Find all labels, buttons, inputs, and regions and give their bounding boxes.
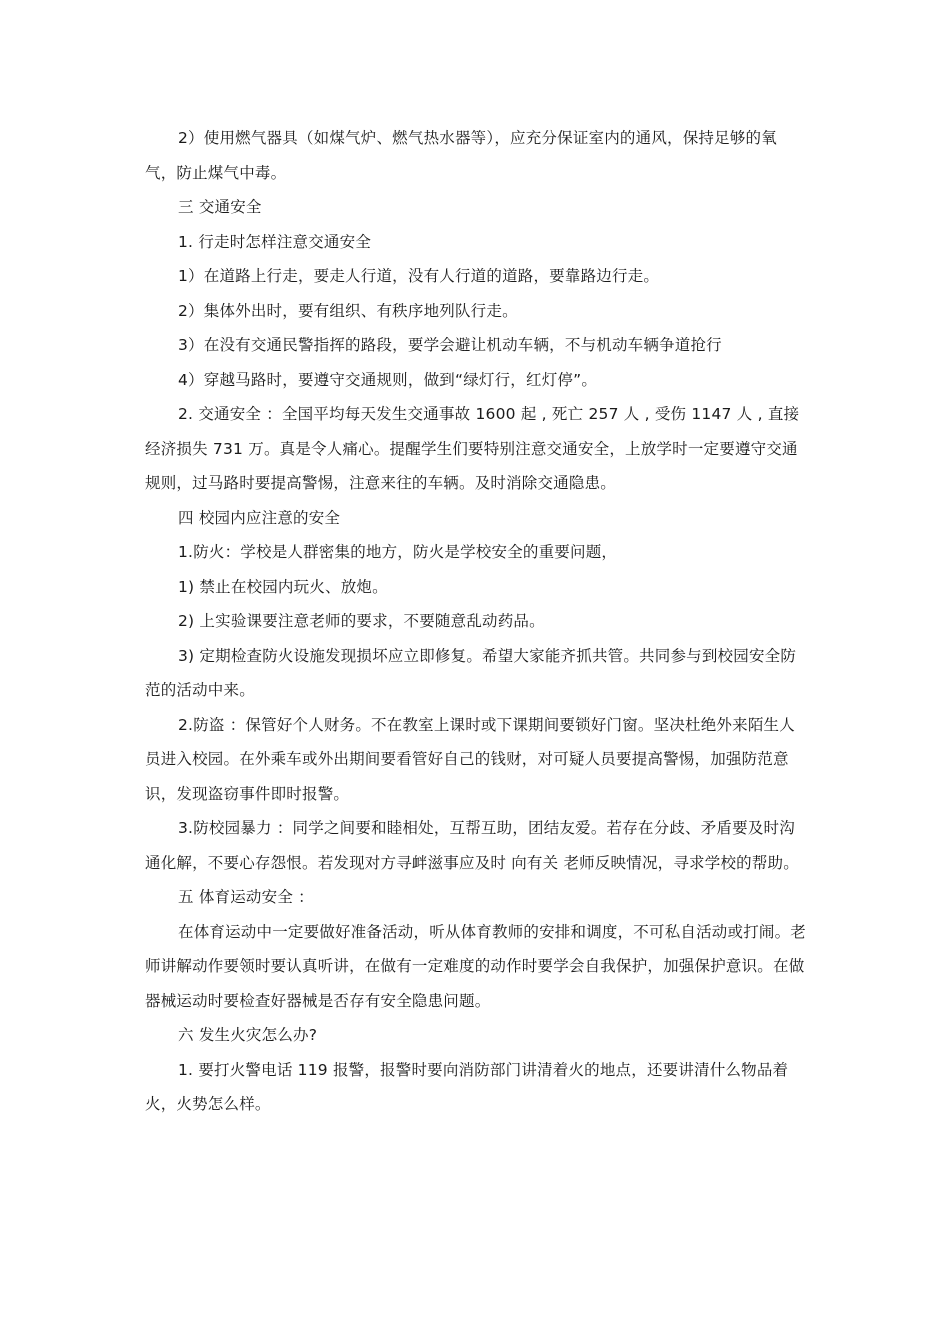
- list-item-crossing-road: 4）穿越马路时，要遵守交通规则，做到“绿灯行，红灯停”。: [178, 370, 598, 389]
- paragraph-theft-prevention: 2.防盗 ：保管好个人财务。不在教室上课时或下课期间要锁好门窗。坚决杜绝外来陌生人员进入校园。在外乘车或外出期间要看管好自己的钱财，对可疑人员要提高警惕，加强防范意识，发现盗窃事件即时报警。: [145, 715, 795, 803]
- paragraph-call-119: 1. 要打火警电话 119 报警，报警时要向消防部门讲清着火的地点，还要讲清什么物品着火，火势怎么样。: [145, 1060, 789, 1113]
- heading-traffic-safety: 三 交通安全: [178, 198, 262, 216]
- document-body: [145, 121, 807, 1122]
- heading-campus-safety: 四 校园内应注意的安全: [178, 508, 341, 527]
- heading-sports-safety: 五 体育运动安全 ：: [178, 888, 314, 906]
- subheading-fire-prevention: 1.防火：学校是人群密集的地方，防火是学校安全的重要问题，: [178, 543, 618, 561]
- paragraph-traffic-statistics: 2. 交通安全 ：全国平均每天发生交通事故 1600 起 , 死亡 257 人 , 受伤 1147 人 , 直接经济损失 731 万。真是令人痛心。提醒学生们要特别注意交通安全，上放学时一定要遵守交通规则，过马路时要提高警惕，注意来往的车辆。及时消除交通隐患。: [145, 405, 800, 492]
- list-item-yield-vehicles: 3）在没有交通民警指挥的路段，要学会避让机动车辆，不与机动车辆争道抢行: [178, 336, 722, 354]
- list-item-sidewalk: 1）在道路上行走，要走人行道，没有人行道的道路，要靠路边行走。: [178, 267, 660, 285]
- list-item-fire-facilities: 3) 定期检查防火设施发现损坏应立即修复。希望大家能齐抓共管。共同参与到校园安全防范的活动中来。: [145, 646, 797, 699]
- subheading-walking-safety: 1. 行走时怎样注意交通安全: [178, 232, 372, 251]
- list-item-no-fireworks: 1) 禁止在校园内玩火、放炮。: [178, 577, 388, 596]
- paragraph-anti-violence: 3.防校园暴力 ：同学之间要和睦相处，互帮互助，团结友爱。若存在分歧、矛盾要及时沟通化解，不要心存怨恨。若发现对方寻衅滋事应及时 向有关 老师反映情况，寻求学校的帮助。: [145, 819, 799, 872]
- paragraph-gas-appliances: 2）使用燃气器具（如煤气炉、燃气热水器等），应充分保证室内的通风，保持足够的氧气，防止煤气中毒。: [145, 129, 777, 182]
- list-item-lab-rules: 2) 上实验课要注意老师的要求，不要随意乱动药品。: [178, 612, 545, 630]
- heading-fire-emergency: 六 发生火灾怎么办?: [178, 1026, 318, 1044]
- paragraph-sports-guidance: 在体育运动中一定要做好准备活动，听从体育教师的安排和调度，不可私自活动或打闹。老师讲解动作要领时要认真听讲，在做有一定难度的动作时要学会自我保护，加强保护意识。在做器械运动时要检查好器械是否存有安全隐患问题。: [145, 922, 807, 1010]
- list-item-group-outing: 2）集体外出时，要有组织、有秩序地列队行走。: [178, 301, 518, 320]
